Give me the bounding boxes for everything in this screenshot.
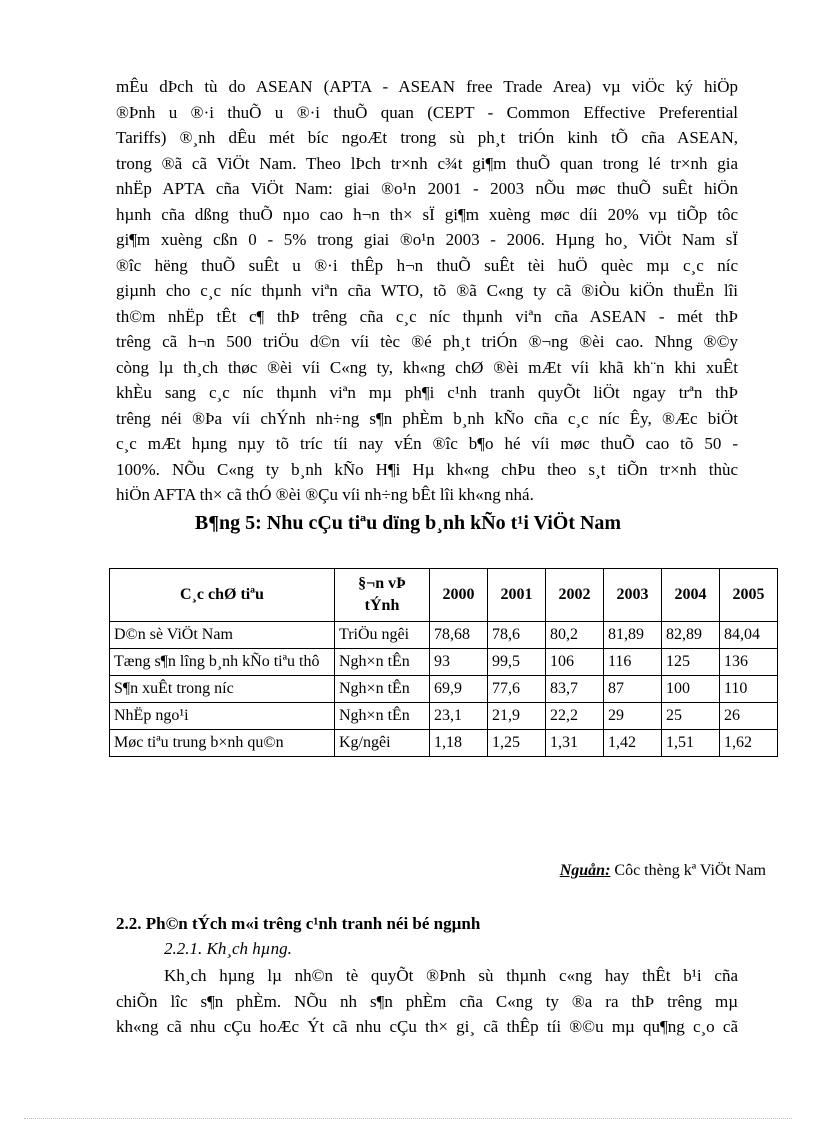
table-row <box>110 703 778 730</box>
table-cell: 21,9 <box>488 703 546 730</box>
table-cell: 93 <box>430 649 488 676</box>
table-cell: 1,42 <box>604 730 662 757</box>
table-cell: 87 <box>604 676 662 703</box>
source-label: Nguån: <box>559 862 611 879</box>
table-cell: 83,7 <box>546 676 604 703</box>
table-row <box>110 730 778 757</box>
table-cell: Kg/ngêi <box>335 730 430 757</box>
text-line: hiÖn AFTA th× cã thÓ ®èi ®Çu víi nh÷ng bÊt lîi kh«ng nhá. <box>116 485 534 504</box>
table-cell: 125 <box>662 649 720 676</box>
table-cell: Møc tiªu trung b×nh qu©n <box>110 730 335 757</box>
table-cell: 22,2 <box>546 703 604 730</box>
text-line: ®îc hëng thuÕ suÊt u ®·i thÊp h¬n thuÕ suÊt tèi huÖ quèc mµ c¸c níc <box>116 255 738 275</box>
table-row <box>110 649 778 676</box>
table-cell: 29 <box>604 703 662 730</box>
table-cell: 25 <box>662 703 720 730</box>
table-cell: 77,6 <box>488 676 546 703</box>
table-cell: 99,5 <box>488 649 546 676</box>
table-cell: 136 <box>720 649 778 676</box>
text-line: 100%. NÕu C«ng ty b¸nh kÑo H¶i Hµ kh«ng chÞu theo s¸t tiÕn tr×nh thùc <box>116 459 738 479</box>
table-cell: S¶n xuÊt trong níc <box>110 676 335 703</box>
table-header-cell: 2002 <box>546 569 604 622</box>
table-header-cell: 2003 <box>604 569 662 622</box>
table-cell: 1,25 <box>488 730 546 757</box>
source-text: Côc thèng kª ViÖt Nam <box>610 862 766 879</box>
table-cell: 1,51 <box>662 730 720 757</box>
text-line: hµnh cña dßng thuÕ nµo cao h¬n th× sÏ gi¶m xuèng møc díi 20% vµ tiÕp tôc <box>116 204 738 224</box>
table-cell: 69,9 <box>430 676 488 703</box>
text-line: th©m nhËp tÊt c¶ thÞ trêng cña c¸c níc thµnh viªn cña ASEAN - mét thÞ <box>116 306 738 326</box>
table-header-cell: 2005 <box>720 569 778 622</box>
text-line: c¸c mÆt hµng nµy tõ tríc tíi nay vÉn ®îc b¶o hé víi møc thuÕ cao tõ 50 - <box>116 434 738 453</box>
table-cell: Ngh×n tÊn <box>335 703 430 730</box>
table-row <box>110 676 778 703</box>
text-line: Kh¸ch hµng lµ nh©n tè quyÕt ®Þnh sù thµnh c«ng hay thÊt b¹i cña <box>164 966 738 985</box>
text-line: khÈu sang c¸c níc thµnh viªn mµ ph¶i c¹nh tranh quyÕt liÖt ngay trªn thÞ <box>116 383 738 402</box>
table-caption: B¶ng 5: Nhu cÇu tiªu dïng b¸nh kÑo t¹i ViÖt Nam <box>194 512 622 534</box>
table-cell: 110 <box>720 676 778 703</box>
table-row <box>110 622 778 649</box>
table-cell: TriÖu ngêi <box>335 622 430 649</box>
table-cell: D©n sè ViÖt Nam <box>110 622 335 649</box>
table-cell: 23,1 <box>430 703 488 730</box>
body-paragraph <box>116 74 738 508</box>
table-cell: 100 <box>662 676 720 703</box>
table-cell: 80,2 <box>546 622 604 649</box>
text-line: kh«ng cã nhu cÇu hoÆc Ýt cã nhu cÇu th× gi¸ cã thÊp tíi ®©u mµ qu¶ng c¸o cã <box>116 1017 738 1036</box>
table-cell: 116 <box>604 649 662 676</box>
table-cell: Ngh×n tÊn <box>335 676 430 703</box>
subsection-heading: 2.2.1. Kh¸ch hµng. <box>164 939 292 958</box>
consumption-table <box>109 568 778 757</box>
table-header-row <box>110 569 778 622</box>
table-header-cell: 2004 <box>662 569 720 622</box>
table-cell: Ngh×n tÊn <box>335 649 430 676</box>
text-line: ®Þnh u ®·i thuÕ u ®·i thuÕ quan (CEPT - Common Effective Preferential <box>116 102 738 122</box>
table-cell: 26 <box>720 703 778 730</box>
table-cell: 1,18 <box>430 730 488 757</box>
table-cell: 1,31 <box>546 730 604 757</box>
table-cell: 1,62 <box>720 730 778 757</box>
table-cell: 78,6 <box>488 622 546 649</box>
text-line: giµnh cho c¸c níc thµnh viªn cña WTO, tõ ®ã C«ng ty cã ®iÒu kiÖn thuËn lîi <box>116 281 738 300</box>
text-line: chiÕn lîc s¶n phÈm. NÕu nh s¶n phÈm cña C«ng ty ®a ra thÞ trêng mµ <box>116 991 738 1011</box>
page-footer-divider <box>24 1118 792 1119</box>
text-line: mÊu dÞch tù do ASEAN (APTA - ASEAN free Trade Area) vµ viÖc ký hiÖp <box>116 77 738 96</box>
text-line: Tariffs) ®¸nh dÊu mét bíc ngoÆt trong sù ph¸t triÓn kinh tÕ cña ASEAN, <box>116 128 738 147</box>
table-cell: NhËp ngo¹i <box>110 703 335 730</box>
text-line: gi¶m xuèng cßn 0 - 5% trong giai ®o¹n 2003 - 2006. Hµng ho¸ ViÖt Nam sÏ <box>116 230 738 249</box>
closing-paragraph <box>116 963 738 1040</box>
table-header-cell: C¸c chØ tiªu <box>110 569 335 622</box>
table-header-cell: 2000 <box>430 569 488 622</box>
table-cell: 106 <box>546 649 604 676</box>
table-cell: 84,04 <box>720 622 778 649</box>
section-heading: 2.2. Ph©n tÝch m«i trêng c¹nh tranh néi bé ngµnh <box>116 914 481 933</box>
table-header-cell: §¬n vÞ tÝnh <box>335 569 430 622</box>
text-line: trong ®ã cã ViÖt Nam. Theo lÞch tr×nh c¾t gi¶m thuÕ quan trong lé tr×nh gia <box>116 153 738 173</box>
text-line: trêng néi ®Þa víi chÝnh nh÷ng s¶n phÈm b¸nh kÑo cña c¸c níc Êy, ®Æc biÖt <box>116 408 738 428</box>
table-cell: 82,89 <box>662 622 720 649</box>
text-line: còng lµ th¸ch thøc ®èi víi C«ng ty, kh«ng chØ ®èi mÆt víi khã kh¨n khi xuÊt <box>116 357 738 377</box>
table-cell: Tæng s¶n lîng b¸nh kÑo tiªu thô <box>110 649 335 676</box>
text-line: nhËp APTA cña ViÖt Nam: giai ®o¹n 2001 - 2003 nÕu møc thuÕ suÊt hiÖn <box>116 179 738 198</box>
table-cell: 78,68 <box>430 622 488 649</box>
table-cell: 81,89 <box>604 622 662 649</box>
text-line: trêng cã h¬n 500 triÖu d©n víi tèc ®é ph¸t triÓn ®¬ng ®èi cao. Nhng ®©y <box>116 332 738 351</box>
table-header-cell: 2001 <box>488 569 546 622</box>
table-source <box>560 862 766 880</box>
